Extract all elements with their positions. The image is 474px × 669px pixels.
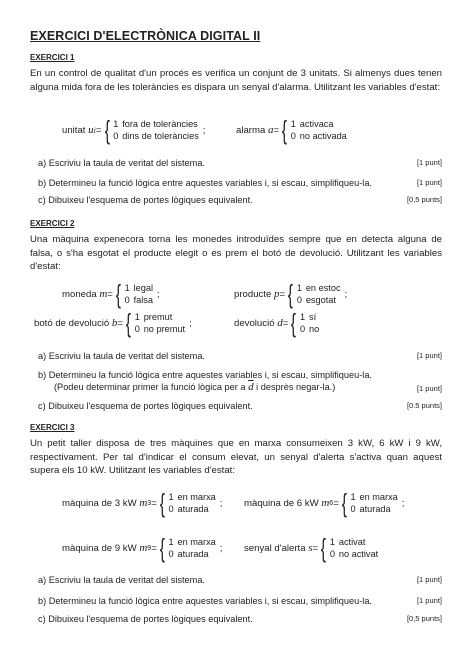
brace-symbol: {	[320, 533, 327, 563]
brace-symbol: {	[159, 488, 165, 518]
exercise-3-heading: EXERCICI 3	[30, 423, 75, 432]
variable-senyal-alerta: senyal d'alerta s = { 1 activat 0 no activat	[244, 533, 379, 563]
exercise-2-intro: Una màquina expenecora torna les monedes introduïdes sempre que en detecta alguna de falsa, o s'ha esgotat el producte elegit o es prem el botó de devolució. Utilitzant les variables d'estat:	[30, 234, 442, 273]
exercise-1-question-b: b) Determineu la funció lògica entre aquestes variables i, si escau, simplifiqueu-la. [1 punt]	[38, 178, 442, 188]
brace-symbol: {	[159, 533, 165, 563]
exercise-3-question-a: a) Escriviu la taula de veritat del sistema. [1 punt]	[38, 575, 442, 585]
brace-symbol: {	[341, 488, 347, 518]
variable-maquina-3kw: màquina de 3 kW m 3 = { 1 en marxa 0 aturada ;	[62, 488, 223, 518]
exercise-3-question-b: b) Determineu la funció lògica entre aquestes variables i, si escau, simplifiqueu-la. [1 punt]	[38, 596, 442, 606]
brace-symbol: {	[287, 279, 294, 309]
exercise-2-question-c: c) Dibuixeu l'esquema de portes lògiques equivalent. [0.5 punts]	[38, 401, 442, 411]
exercise-1-heading: EXERCICI 1	[30, 53, 75, 62]
brace-symbol: {	[125, 308, 131, 338]
exercise-2-question-b-points: [1 punt]	[416, 384, 442, 393]
brace-symbol: {	[115, 279, 121, 309]
page-title: EXERCICI D'ELECTRÒNICA DIGITAL II	[30, 29, 261, 43]
brace-symbol: {	[104, 115, 110, 145]
exercise-2-question-b-note: (Podeu determinar primer la funció lògica per a $\overline{d}$ i desprès negar-la.)	[54, 381, 336, 393]
brace-symbol: {	[291, 308, 297, 338]
variable-producte: producte p = { 1 en estoc 0 esgotat ;	[234, 279, 348, 309]
variable-maquina-9kw: màquina de 9 kW m 9 = { 1 en marxa 0 aturada ;	[62, 533, 223, 563]
variable-maquina-6kw: màquina de 6 kW m 6 = { 1 en marxa 0 aturada ;	[244, 488, 405, 518]
exercise-1-intro: En un control de qualitat d'un procés es verifica un conjunt de 3 unitats. Si almenys dues tenen alguna mida fora de les toleràncies es dispara un senyal d'alarma. Utilitzant les variables d'estat:	[30, 68, 442, 93]
brace-symbol: {	[281, 115, 288, 145]
exercise-1-question-c: c) Dibuixeu l'esquema de portes lògiques equivalent. [0,5 punts]	[38, 195, 442, 205]
variable-alarma: alarma a = { 1 activaca 0 no activada	[236, 115, 347, 145]
variable-devolucio: devolució d = { 1 sí 0 no	[234, 308, 320, 338]
variable-boto-devolucio: botó de devolució b = { 1 premut 0 no premut ;	[34, 308, 192, 338]
variable-unitat: unitat u i = { 1 fora de toleràncies 0 dins de toleràncies ;	[62, 115, 206, 145]
exercise-2-question-b: b) Determineu la funció lògica entre aquestes variables i, si escau, simplifiqueu-la.	[38, 370, 372, 380]
exercise-3-intro: Un petit taller disposa de tres màquines que en marxa consumeixen 3 kW, 6 kW i 9 kW, respectivament. Per tal d'indicar el consum elevat, un senyal d'alerta s'activa quan aquest supera els 10 kW. Utilitzant les variables d'estat:	[30, 438, 442, 477]
variable-moneda: moneda m = { 1 legal 0 falsa ;	[62, 279, 160, 309]
exercise-3-question-c: c) Dibuixeu l'esquema de portes lògiques equivalent. [0,5 punts]	[38, 614, 442, 624]
exercise-2-heading: EXERCICI 2	[30, 219, 75, 228]
exercise-2-question-a: a) Escriviu la taula de veritat del sistema. [1 punt]	[38, 351, 442, 361]
exercise-1-question-a: a) Escriviu la taula de veritat del sistema. [1 punt]	[38, 158, 442, 168]
